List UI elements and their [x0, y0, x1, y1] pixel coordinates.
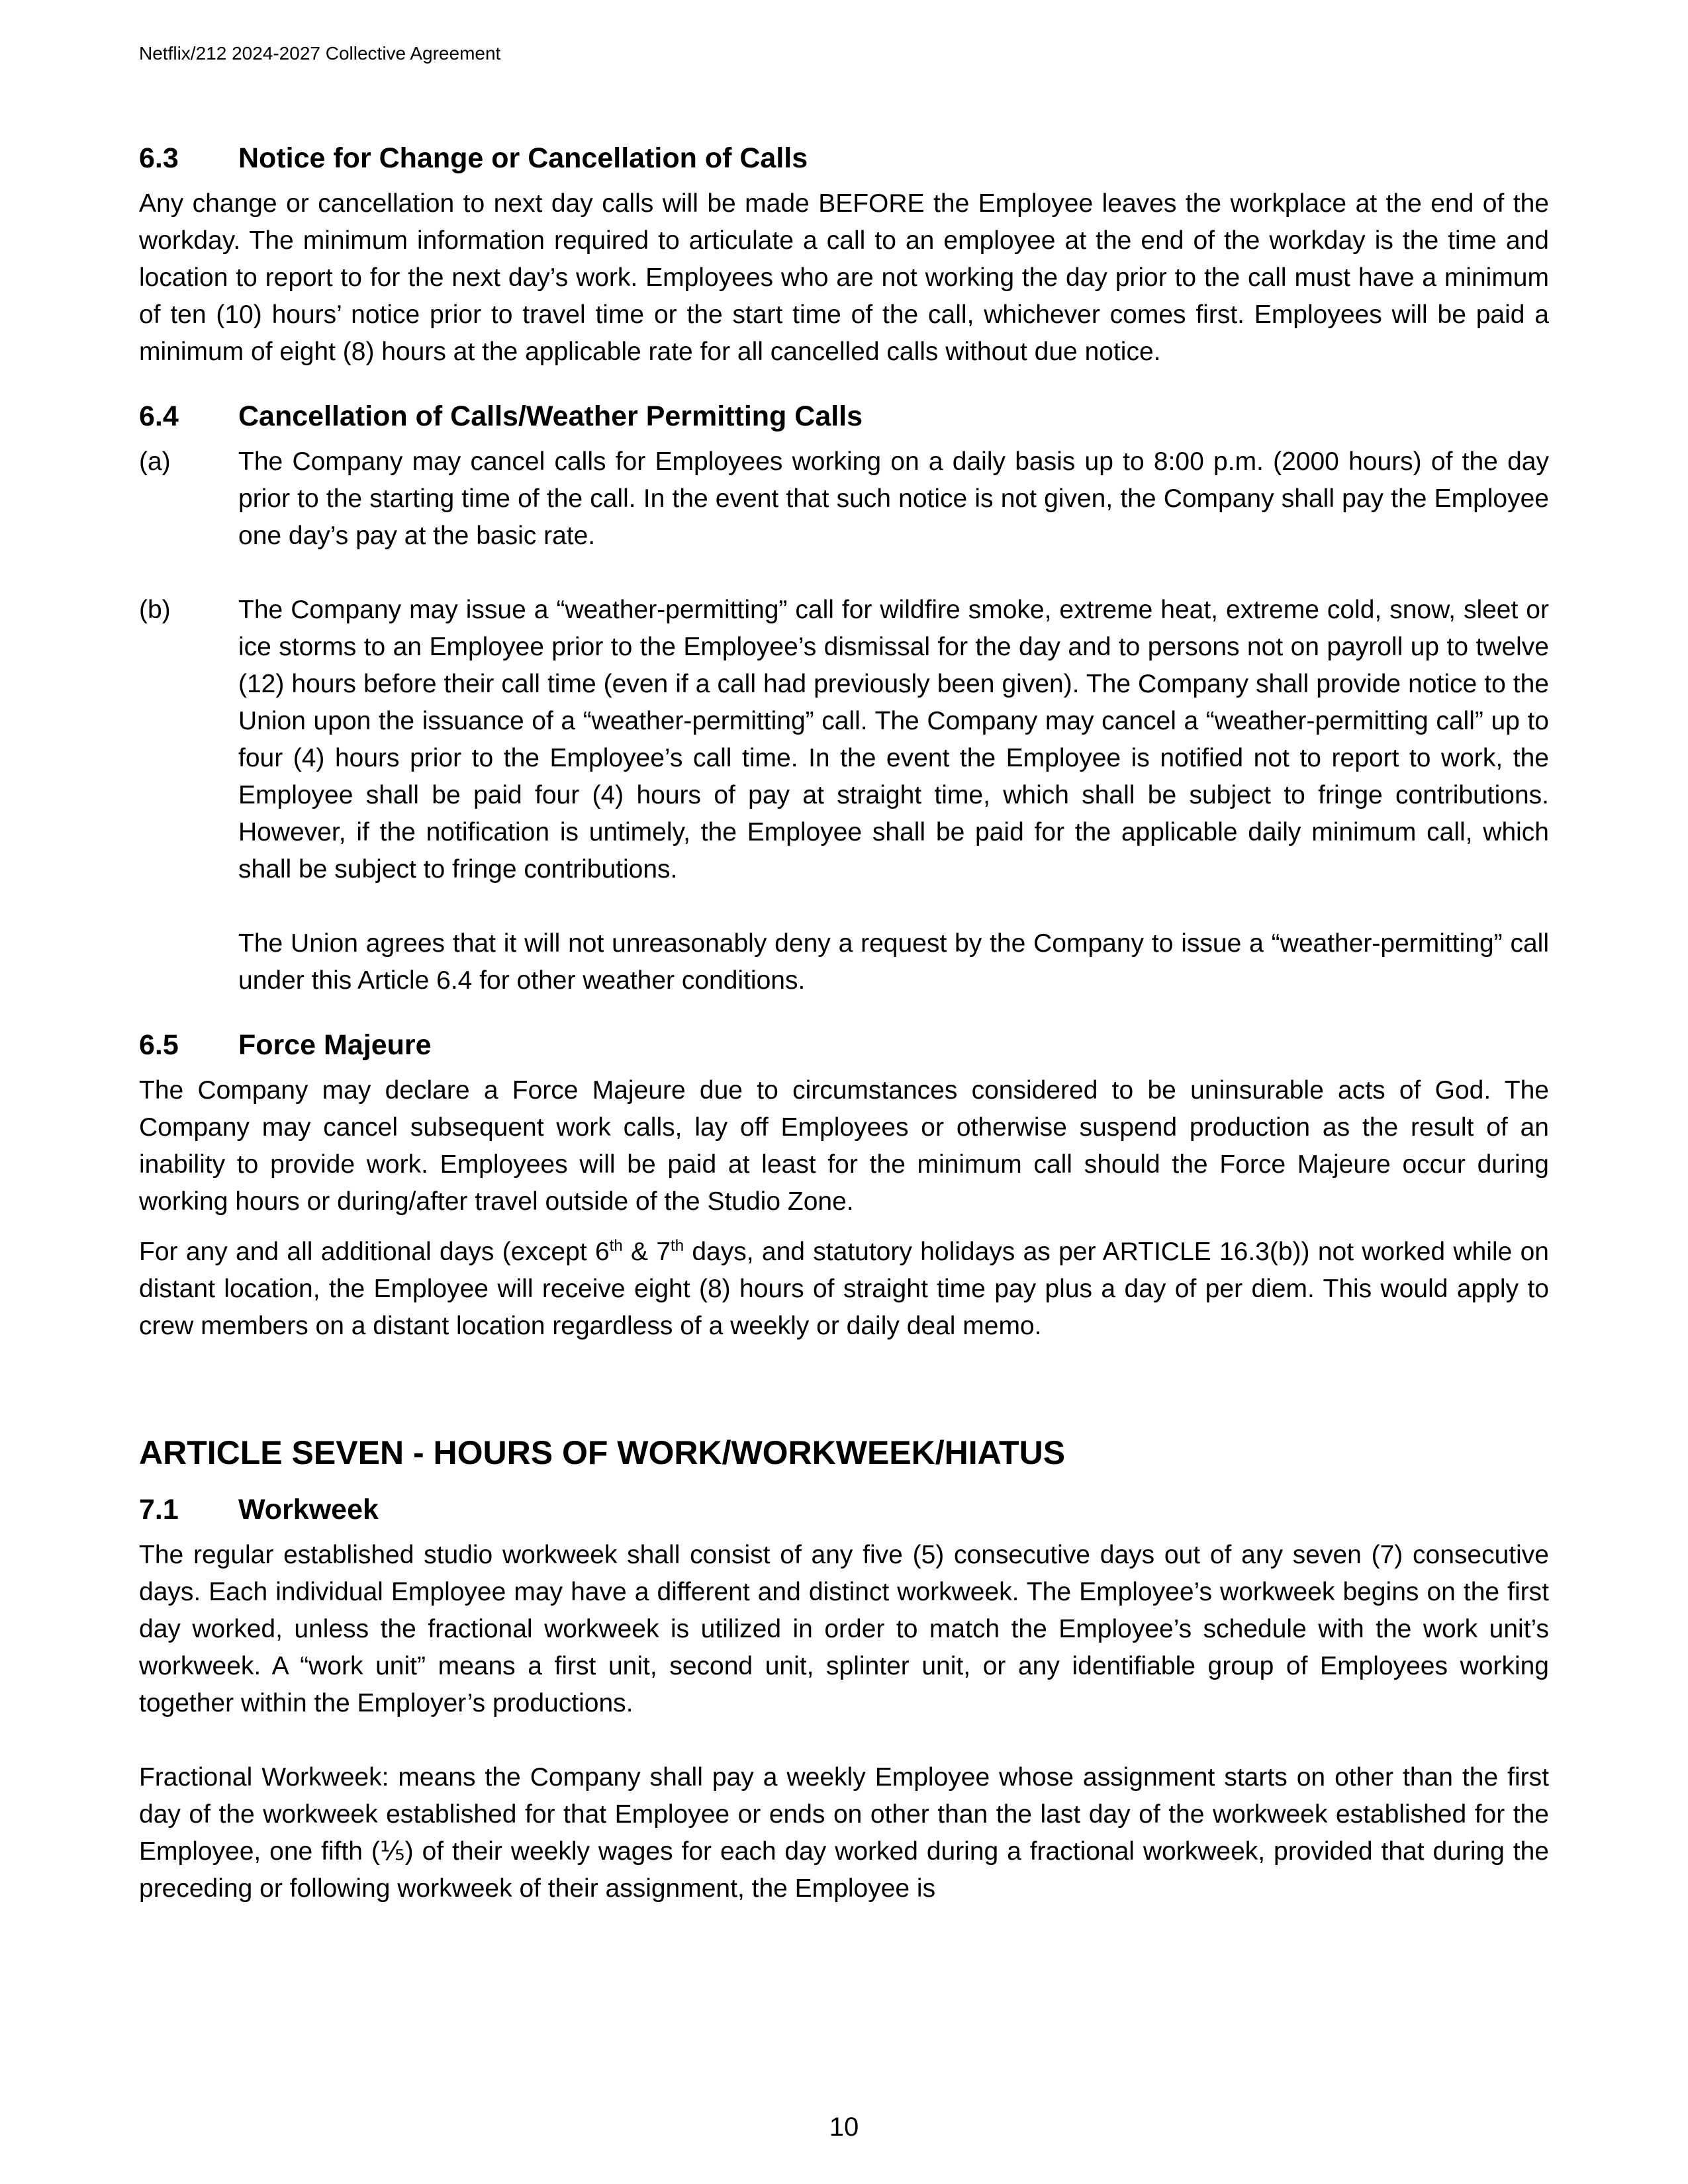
- section-title: Notice for Change or Cancellation of Calls: [238, 142, 808, 174]
- section-heading-6-5: [139, 1026, 1549, 1064]
- page-content: [139, 139, 1549, 1907]
- section-heading-7-1: [139, 1490, 1549, 1529]
- section-7-1-body-2: Fractional Workweek: means the Company shall pay a weekly Employee whose assignment starts on other than the first day of the workweek established for that Employee or ends on other than the last day of the workweek established for the Employee, one fifth (⅕) of their weekly wages for each day worked during a fractional workweek, provided that during the preceding or following workweek of their assignment, the Employee is: [139, 1763, 1549, 1903]
- section-number: 6.3: [139, 142, 179, 174]
- section-7-1-body-1: The regular established studio workweek shall consist of any five (5) consecutive days out of any seven (7) consecutive days. Each individual Employee may have a different and distinct workweek. The Employee’s workweek begins on the first day worked, unless the fractional workweek is utilized in order to match the Employee’s schedule with the work unit’s workweek. A “work unit” means a first unit, second unit, splinter unit, or any identifiable group of Employees working together within the Employer’s productions.: [139, 1541, 1549, 1717]
- section-heading-6-3: [139, 139, 1549, 177]
- clause-6-4-a: [139, 443, 1549, 555]
- clause-6-4-b: [139, 592, 1549, 888]
- clause-label: (a): [139, 447, 171, 476]
- text-run: & 7: [622, 1238, 671, 1266]
- section-6-5-body-1: The Company may declare a Force Majeure due to circumstances considered to be uninsurable acts of God. The Company may cancel subsequent work calls, lay off Employees or otherwise suspend production as the result of an inability to provide work. Employees will be paid at least for the minimum call should the Force Majeure occur during working hours or during/after travel outside of the Studio Zone.: [139, 1076, 1549, 1216]
- text-run: For any and all additional days (except 6: [139, 1238, 610, 1266]
- section-number: 6.5: [139, 1029, 179, 1061]
- section-number: 7.1: [139, 1494, 179, 1525]
- section-title: Force Majeure: [238, 1029, 432, 1061]
- section-title: Cancellation of Calls/Weather Permitting Calls: [238, 400, 863, 432]
- section-heading-6-4: [139, 397, 1549, 435]
- clause-label: (b): [139, 596, 171, 624]
- clause-6-4-union-paragraph: The Union agrees that it will not unreasonably deny a request by the Company to issue a “weather-permitting” call under this Article 6.4 for other weather conditions.: [238, 929, 1549, 995]
- text-run: days, and statutory holidays as per ARTICLE 16.3(b)) not worked while on distant location, the Employee will receive eight (8) hours of straight time pay plus a day of per diem. This would apply to crew members on a distant location regardless of a weekly or daily deal memo.: [139, 1238, 1549, 1340]
- running-header: Netflix/212 2024-2027 Collective Agreement: [139, 43, 501, 64]
- section-title: Workweek: [238, 1494, 379, 1525]
- superscript: th: [609, 1237, 623, 1255]
- superscript: th: [671, 1237, 684, 1255]
- section-6-3-body: Any change or cancellation to next day calls will be made BEFORE the Employee leaves the workplace at the end of the workday. The minimum information required to articulate a call to an employee at the end of the workday is the time and location to report to for the next day’s work. Employees who are not working the day prior to the call must have a minimum of ten (10) hours’ notice prior to travel time or the start time of the call, whichever comes first. Employees will be paid a minimum of eight (8) hours at the applicable rate for all cancelled calls without due notice.: [139, 189, 1549, 366]
- article-heading: ARTICLE SEVEN - HOURS OF WORK/WORKWEEK/HIATUS: [139, 1434, 1066, 1471]
- page-number: 10: [829, 2113, 859, 2142]
- clause-text: The Company may issue a “weather-permitting” call for wildfire smoke, extreme heat, extreme cold, snow, sleet or ice storms to an Employee prior to the Employee’s dismissal for the day and to persons not on payroll up to twelve (12) hours before their call time (even if a call had previously been given). The Company shall provide notice to the Union upon the issuance of a “weather-permitting” call. The Company may cancel a “weather-permitting call” up to four (4) hours prior to the Employee’s call time. In the event the Employee is notified not to report to work, the Employee shall be paid four (4) hours of pay at straight time, which shall be subject to fringe contributions. However, if the notification is untimely, the Employee shall be paid for the applicable daily minimum call, which shall be subject to fringe contributions.: [238, 596, 1549, 884]
- section-number: 6.4: [139, 400, 179, 432]
- clause-text: The Company may cancel calls for Employees working on a daily basis up to 8:00 p.m. (2000 hours) of the day prior to the starting time of the call. In the event that such notice is not given, the Company shall pay the Employee one day’s pay at the basic rate.: [238, 447, 1549, 550]
- section-6-5-body-2: [139, 1234, 1549, 1345]
